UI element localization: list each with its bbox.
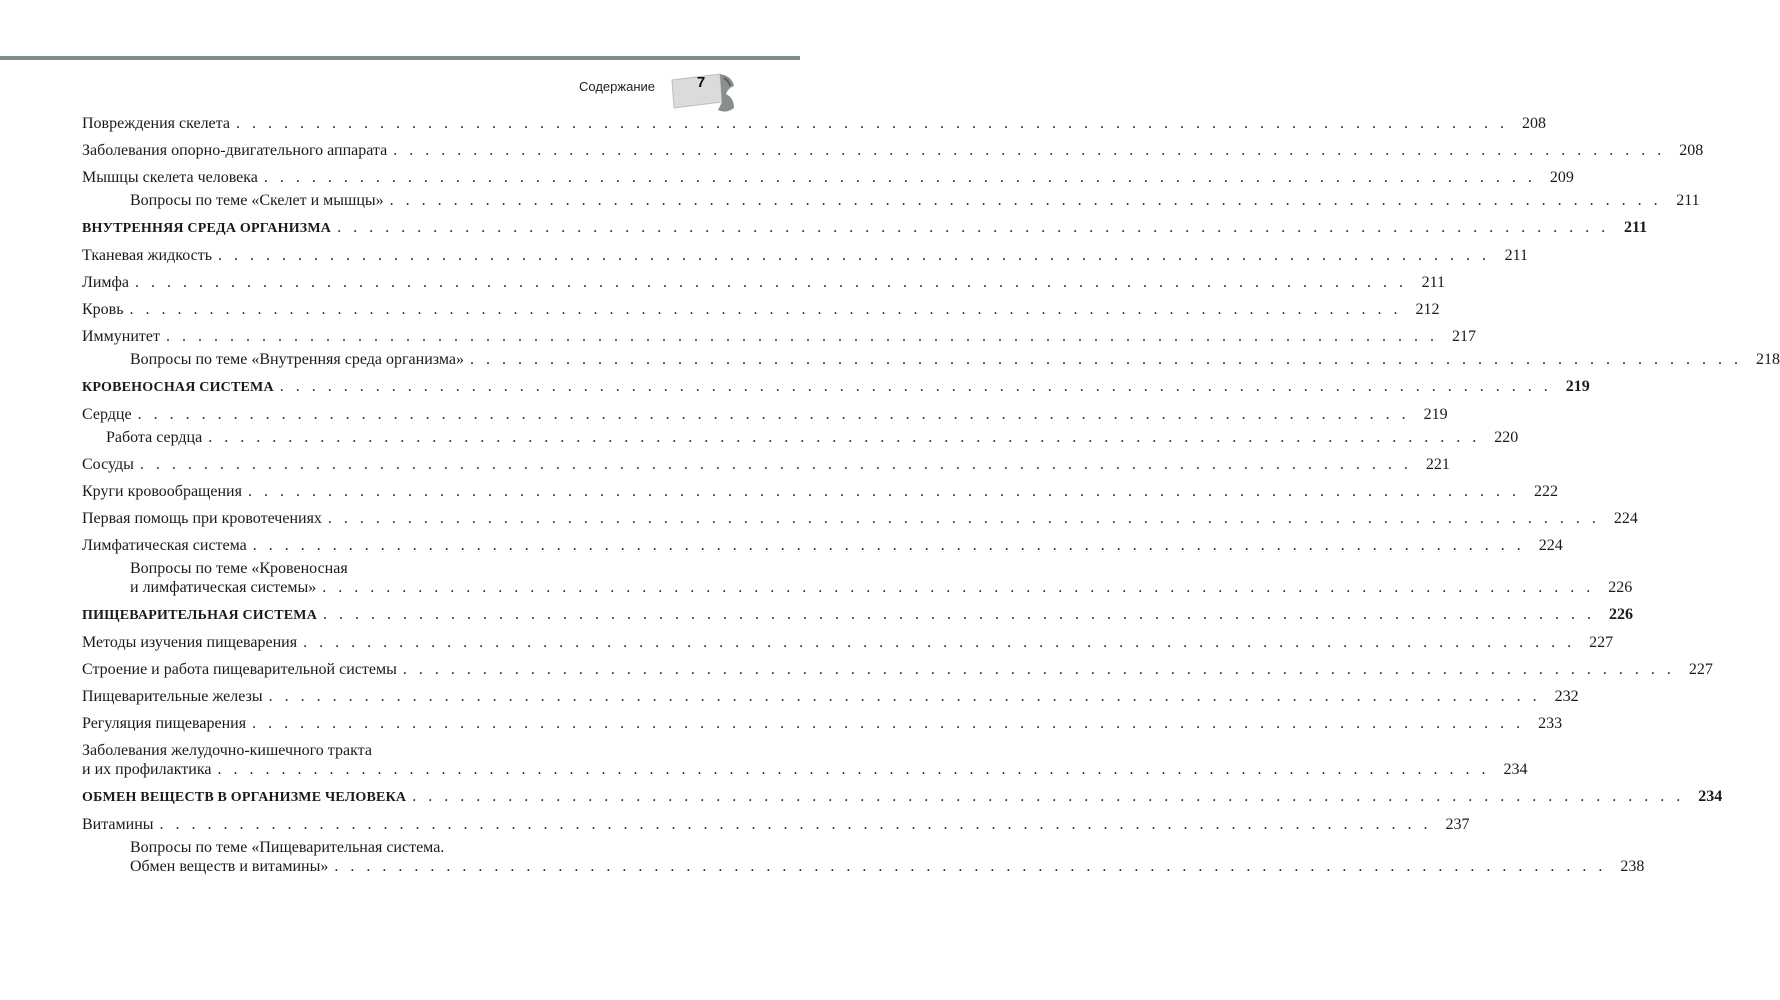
toc-entry-title: Сосуды [82, 456, 134, 473]
top-rule [0, 56, 800, 60]
toc-page-number: 224 [1538, 537, 1563, 554]
toc-questions-entry[interactable] [82, 191, 1700, 210]
toc-leader-dots: . . . . . . . . . . . . . . . . . . . . . . . . . . . . . . . . . . . . . . . . . . . . . . . . . . . . . . . . . . . . . . . . . . . . . . . . . . . . . . . . [322, 579, 1595, 596]
toc-leader-dots: . . . . . . . . . . . . . . . . . . . . . . . . . . . . . . . . . . . . . . . . . . . . . . . . . . . . . . . . . . . . . . . . . . . . . . . . . . . . . . . . [268, 688, 1541, 705]
toc-leader-dots: . . . . . . . . . . . . . . . . . . . . . . . . . . . . . . . . . . . . . . . . . . . . . . . . . . . . . . . . . . . . . . . . . . . . . . . . . . . . . . . . [159, 816, 1432, 833]
toc-leader-dots: . . . . . . . . . . . . . . . . . . . . . . . . . . . . . . . . . . . . . . . . . . . . . . . . . . . . . . . . . . . . . . . . . . . . . . . . . . . . . . . . [279, 378, 1552, 395]
toc-entry[interactable] [82, 246, 1528, 265]
toc-page-number: 211 [1421, 274, 1446, 291]
toc-page-number: 227 [1688, 661, 1713, 678]
toc-leader-dots: . . . . . . . . . . . . . . . . . . . . . . . . . . . . . . . . . . . . . . . . . . . . . . . . . . . . . . . . . . . . . . . . . . . . . . . . . . . . . . . . [247, 483, 1520, 500]
toc-page-number: 211 [1623, 219, 1648, 236]
toc-page-number: 211 [1676, 192, 1700, 209]
toc-leader-dots: . . . . . . . . . . . . . . . . . . . . . . . . . . . . . . . . . . . . . . . . . . . . . . . . . . . . . . . . . . . . . . . . . . . . . . . . . . . . . . . . [469, 351, 1742, 368]
toc-leader-dots: . . . . . . . . . . . . . . . . . . . . . . . . . . . . . . . . . . . . . . . . . . . . . . . . . . . . . . . . . . . . . . . . . . . . . . . . . . . . . . . . [323, 606, 1595, 623]
toc-entry[interactable] [82, 141, 1704, 160]
toc-entry[interactable] [82, 168, 1574, 187]
toc-entry-title: Вопросы по теме «Скелет и мышцы» [130, 192, 384, 209]
toc-entry-title-line1: Вопросы по теме «Пищеварительная система. [130, 839, 445, 856]
toc-leader-dots: . . . . . . . . . . . . . . . . . . . . . . . . . . . . . . . . . . . . . . . . . . . . . . . . . . . . . . . . . . . . . . . . . . . . . . . . . . . . . . . . [334, 858, 1607, 875]
toc-leader-dots: . . . . . . . . . . . . . . . . . . . . . . . . . . . . . . . . . . . . . . . . . . . . . . . . . . . . . . . . . . . . . . . . . . . . . . . . . . . . . . . . [412, 788, 1685, 805]
toc-leader-dots: . . . . . . . . . . . . . . . . . . . . . . . . . . . . . . . . . . . . . . . . . . . . . . . . . . . . . . . . . . . . . . . . . . . . . . . . . . . . . . . . [217, 761, 1490, 778]
toc-entry-title: Лимфа [82, 274, 130, 291]
toc-page-number: 233 [1538, 715, 1563, 732]
toc-leader-dots: . . . . . . . . . . . . . . . . . . . . . . . . . . . . . . . . . . . . . . . . . . . . . . . . . . . . . . . . . . . . . . . . . . . . . . . . . . . . . . . . [208, 429, 1481, 446]
toc-entry-title: Круги кровообращения [82, 483, 242, 500]
toc-leader-dots: . . . . . . . . . . . . . . . . . . . . . . . . . . . . . . . . . . . . . . . . . . . . . . . . . . . . . . . . . . . . . . . . . . . . . . . . . . . . . . . . [327, 510, 1600, 527]
toc-entry[interactable] [82, 660, 1713, 679]
toc-page-number: 209 [1549, 169, 1574, 186]
toc-page-number: 208 [1521, 115, 1546, 132]
toc-entry[interactable] [82, 405, 1448, 424]
toc-entry-title: Мышцы скелета человека [82, 169, 258, 186]
toc-entry[interactable] [82, 114, 1546, 133]
toc-leader-dots: . . . . . . . . . . . . . . . . . . . . . . . . . . . . . . . . . . . . . . . . . . . . . . . . . . . . . . . . . . . . . . . . . . . . . . . . . . . . . . . . [129, 301, 1402, 318]
toc-entry-title: Работа сердца [106, 429, 203, 446]
toc-leader-dots: . . . . . . . . . . . . . . . . . . . . . . . . . . . . . . . . . . . . . . . . . . . . . . . . . . . . . . . . . . . . . . . . . . . . . . . . . . . . . . . . [402, 661, 1675, 678]
toc-page-number: 227 [1589, 634, 1614, 651]
toc-entry-title: Тканевая жидкость [82, 247, 212, 264]
toc-section-title: ВНУТРЕННЯЯ СРЕДА ОРГАНИЗМА [82, 221, 332, 236]
toc-entry-title-line2: и лимфатическая системы» [130, 579, 317, 596]
toc-leader-dots: . . . . . . . . . . . . . . . . . . . . . . . . . . . . . . . . . . . . . . . . . . . . . . . . . . . . . . . . . . . . . . . . . . . . . . . . . . . . . . . . [252, 537, 1525, 554]
toc-entry[interactable] [82, 741, 1528, 779]
toc-subentry[interactable] [82, 428, 1519, 447]
toc-entry-title: Сердце [82, 406, 132, 423]
toc-entry-title: Регуляция пищеварения [82, 715, 247, 732]
toc-leader-dots: . . . . . . . . . . . . . . . . . . . . . . . . . . . . . . . . . . . . . . . . . . . . . . . . . . . . . . . . . . . . . . . . . . . . . . . . . . . . . . . . [252, 715, 1525, 732]
toc-questions-entry[interactable] [82, 350, 1780, 369]
toc-page-number: 226 [1608, 579, 1633, 596]
toc-entry[interactable] [82, 455, 1450, 474]
toc-page-number: 238 [1620, 858, 1645, 875]
toc-entry-title: Методы изучения пищеварения [82, 634, 298, 651]
toc-leader-dots: . . . . . . . . . . . . . . . . . . . . . . . . . . . . . . . . . . . . . . . . . . . . . . . . . . . . . . . . . . . . . . . . . . . . . . . . . . . . . . . . [139, 456, 1412, 473]
toc-entry-title: Витамины [82, 816, 154, 833]
toc-leader-dots: . . . . . . . . . . . . . . . . . . . . . . . . . . . . . . . . . . . . . . . . . . . . . . . . . . . . . . . . . . . . . . . . . . . . . . . . . . . . . . . . [303, 634, 1576, 651]
toc-entry-title-line1: Вопросы по теме «Кровеносная [130, 560, 348, 577]
toc-leader-dots: . . . . . . . . . . . . . . . . . . . . . . . . . . . . . . . . . . . . . . . . . . . . . . . . . . . . . . . . . . . . . . . . . . . . . . . . . . . . . . . . [235, 115, 1508, 132]
toc-entry[interactable] [82, 482, 1558, 501]
toc-page-number: 211 [1504, 247, 1528, 264]
toc-leader-dots: . . . . . . . . . . . . . . . . . . . . . . . . . . . . . . . . . . . . . . . . . . . . . . . . . . . . . . . . . . . . . . . . . . . . . . . . . . . . . . . . [137, 406, 1410, 423]
toc-entry-title: Иммунитет [82, 328, 161, 345]
toc-entry[interactable] [82, 714, 1563, 733]
toc-entry-title: Лимфатическая система [82, 537, 247, 554]
toc-page-number: 219 [1423, 406, 1448, 423]
toc-questions-entry[interactable] [82, 838, 1645, 876]
toc-entry-title: Вопросы по теме «Внутренняя среда организма» [130, 351, 464, 368]
toc-section-title: ОБМЕН ВЕЩЕСТВ В ОРГАНИЗМЕ ЧЕЛОВЕКА [82, 790, 407, 805]
toc-entry-title: Заболевания опорно-двигательного аппарата [82, 142, 388, 159]
toc-leader-dots: . . . . . . . . . . . . . . . . . . . . . . . . . . . . . . . . . . . . . . . . . . . . . . . . . . . . . . . . . . . . . . . . . . . . . . . . . . . . . . . . [263, 169, 1536, 186]
toc-leader-dots: . . . . . . . . . . . . . . . . . . . . . . . . . . . . . . . . . . . . . . . . . . . . . . . . . . . . . . . . . . . . . . . . . . . . . . . . . . . . . . . . [389, 192, 1662, 209]
toc-page-number: 224 [1613, 510, 1638, 527]
toc-entry-title-line2: и их профилактика [82, 761, 212, 778]
toc-page-number: 218 [1755, 351, 1780, 368]
toc-page-number: 226 [1609, 606, 1633, 623]
toc-page-number: 219 [1565, 378, 1590, 395]
toc-page-number: 217 [1452, 328, 1477, 345]
toc-page-number: 220 [1494, 429, 1519, 446]
toc-entry-title: Строение и работа пищеварительной системы [82, 661, 397, 678]
toc-section-title: КРОВЕНОСНАЯ СИСТЕМА [82, 380, 274, 395]
toc-page-number: 221 [1425, 456, 1450, 473]
toc-entry-title: Кровь [82, 301, 124, 318]
toc-entry-title: Первая помощь при кровотечениях [82, 510, 322, 527]
running-header: Содержание [579, 79, 655, 94]
toc-questions-entry[interactable] [82, 559, 1633, 597]
toc-entry[interactable] [82, 327, 1477, 346]
toc-entry[interactable] [82, 509, 1638, 528]
toc-page-number: 234 [1698, 788, 1723, 805]
toc-entry[interactable] [82, 633, 1614, 652]
toc-section-title: ПИЩЕВАРИТЕЛЬНАЯ СИСТЕМА [82, 608, 317, 623]
toc-leader-dots: . . . . . . . . . . . . . . . . . . . . . . . . . . . . . . . . . . . . . . . . . . . . . . . . . . . . . . . . . . . . . . . . . . . . . . . . . . . . . . . . [217, 247, 1490, 264]
toc-entry-title-line1: Заболевания желудочно-кишечного тракта [82, 742, 372, 759]
toc-leader-dots: . . . . . . . . . . . . . . . . . . . . . . . . . . . . . . . . . . . . . . . . . . . . . . . . . . . . . . . . . . . . . . . . . . . . . . . . . . . . . . . . [337, 219, 1610, 236]
toc-entry[interactable] [82, 815, 1470, 834]
toc-section-heading[interactable] [82, 605, 1633, 625]
toc-entry-title-line2: Обмен веществ и витамины» [130, 858, 329, 875]
table-of-contents [82, 114, 1780, 876]
toc-entry-title: Повреждения скелета [82, 115, 230, 132]
toc-leader-dots: . . . . . . . . . . . . . . . . . . . . . . . . . . . . . . . . . . . . . . . . . . . . . . . . . . . . . . . . . . . . . . . . . . . . . . . . . . . . . . . . [135, 274, 1408, 291]
toc-entry[interactable] [82, 536, 1563, 555]
toc-page-number: 232 [1554, 688, 1579, 705]
toc-entry[interactable] [82, 273, 1446, 292]
toc-page-number: 208 [1679, 142, 1704, 159]
toc-section-heading[interactable] [82, 377, 1590, 397]
toc-page-number: 222 [1533, 483, 1558, 500]
toc-page-number: 234 [1503, 761, 1528, 778]
toc-entry[interactable] [82, 687, 1579, 706]
toc-entry-title: Пищеварительные железы [82, 688, 263, 705]
toc-section-heading[interactable] [82, 787, 1723, 807]
toc-leader-dots: . . . . . . . . . . . . . . . . . . . . . . . . . . . . . . . . . . . . . . . . . . . . . . . . . . . . . . . . . . . . . . . . . . . . . . . . . . . . . . . . [393, 142, 1666, 159]
toc-section-heading[interactable] [82, 218, 1648, 238]
page-number: 7 [696, 74, 706, 91]
toc-entry[interactable] [82, 300, 1440, 319]
toc-page-number: 212 [1415, 301, 1440, 318]
toc-page-number: 237 [1445, 816, 1470, 833]
toc-leader-dots: . . . . . . . . . . . . . . . . . . . . . . . . . . . . . . . . . . . . . . . . . . . . . . . . . . . . . . . . . . . . . . . . . . . . . . . . . . . . . . . . [166, 328, 1439, 345]
